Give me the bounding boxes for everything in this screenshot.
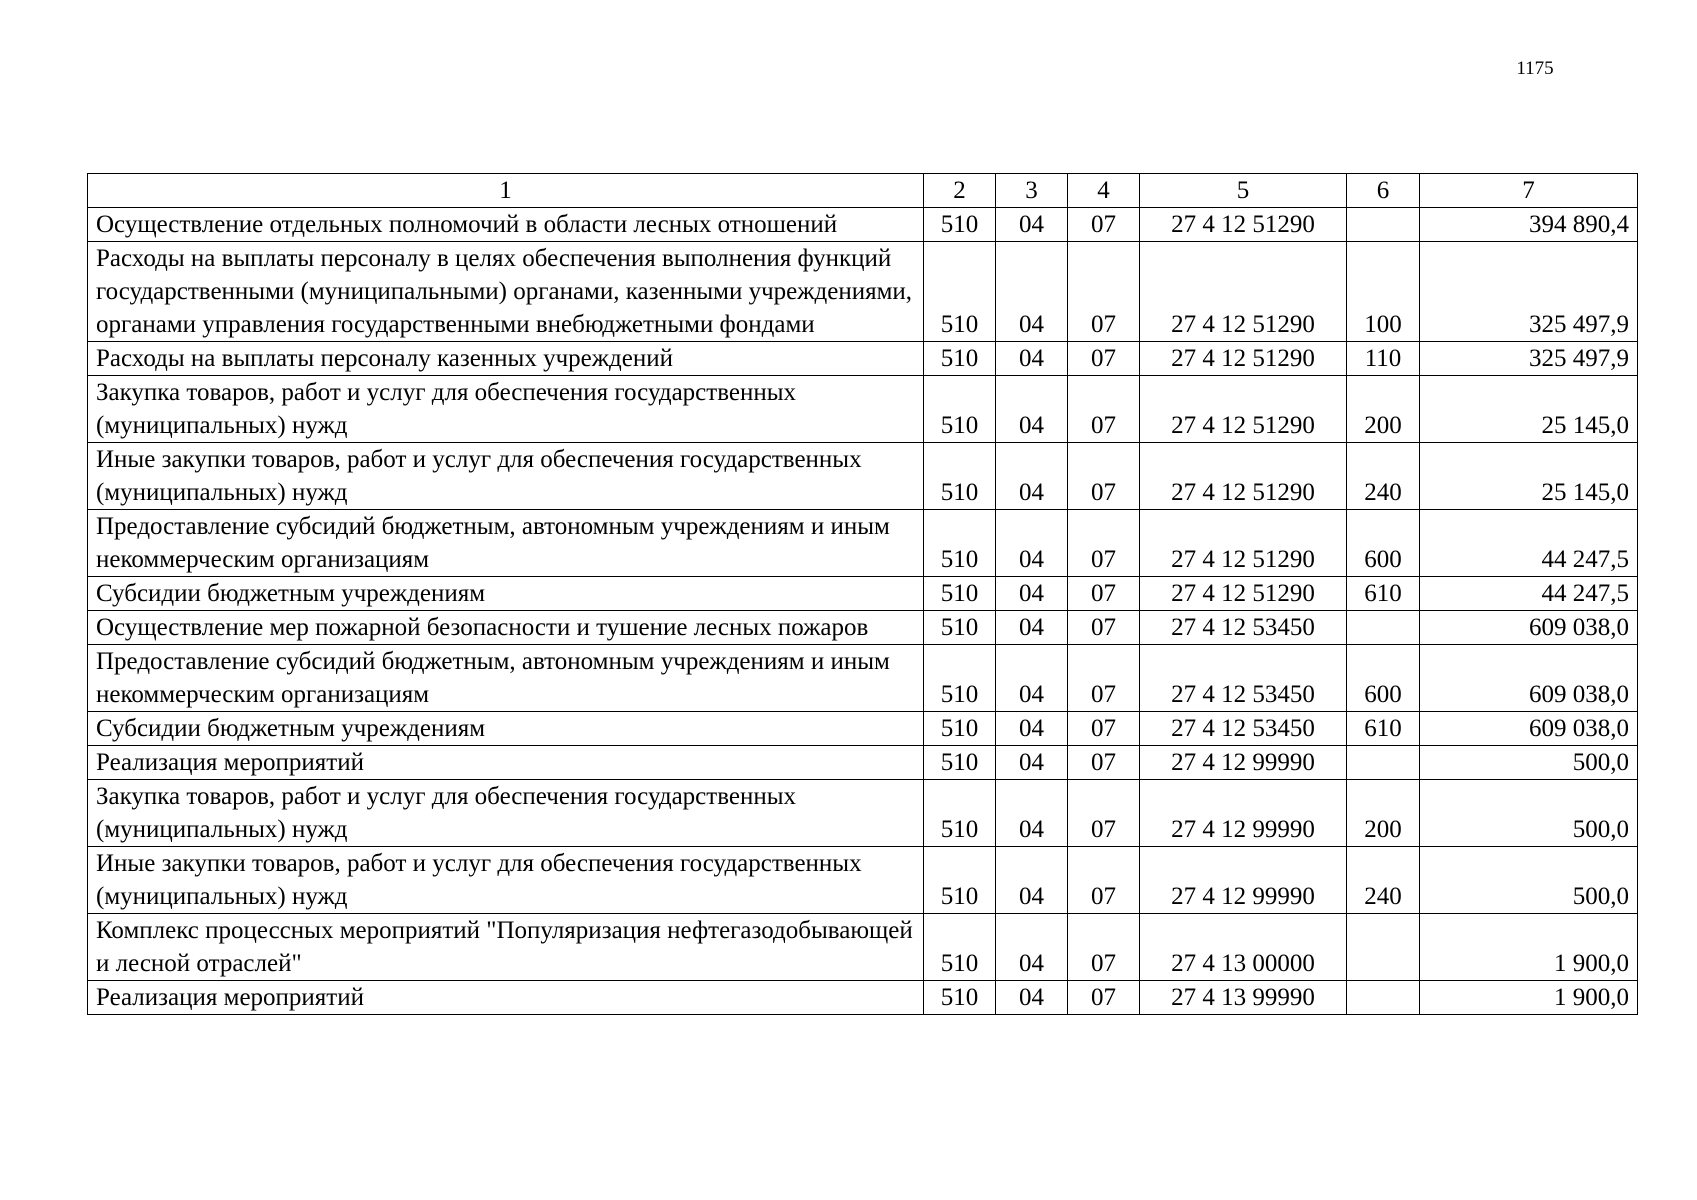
amount: 44 247,5 [1420,577,1638,611]
expense-name: Реализация мероприятий [88,981,924,1015]
expense-name: Расходы на выплаты персоналу казенных учреждений [88,342,924,376]
amount: 500,0 [1420,746,1638,780]
expense-name: Реализация мероприятий [88,746,924,780]
subsection-code: 07 [1068,510,1140,577]
amount: 609 038,0 [1420,712,1638,746]
expense-type-code: 610 [1347,577,1420,611]
expense-name: Предоставление субсидий бюджетным, автономным учреждениям и иным некоммерческим организациям [88,510,924,577]
ministry-code: 510 [924,376,996,443]
target-article-code: 27 4 12 99990 [1140,780,1347,847]
amount: 325 497,9 [1420,242,1638,342]
amount: 25 145,0 [1420,443,1638,510]
ministry-code: 510 [924,914,996,981]
expense-type-code: 200 [1347,376,1420,443]
budget-table [87,173,1638,1015]
table-row [88,847,1638,914]
subsection-code: 07 [1068,712,1140,746]
ministry-code: 510 [924,208,996,242]
expense-type-code: 100 [1347,242,1420,342]
expense-type-code: 610 [1347,712,1420,746]
ministry-code: 510 [924,645,996,712]
target-article-code: 27 4 13 99990 [1140,981,1347,1015]
table-row [88,443,1638,510]
table-row [88,510,1638,577]
subsection-code: 07 [1068,443,1140,510]
subsection-code: 07 [1068,376,1140,443]
target-article-code: 27 4 12 51290 [1140,208,1347,242]
table-row [88,780,1638,847]
ministry-code: 510 [924,510,996,577]
table-row [88,342,1638,376]
subsection-code: 07 [1068,914,1140,981]
ministry-code: 510 [924,342,996,376]
section-code: 04 [996,914,1068,981]
section-code: 04 [996,510,1068,577]
amount: 1 900,0 [1420,981,1638,1015]
target-article-code: 27 4 12 99990 [1140,746,1347,780]
expense-type-code [1347,611,1420,645]
table-row [88,914,1638,981]
table-row [88,376,1638,443]
section-code: 04 [996,376,1068,443]
section-code: 04 [996,208,1068,242]
expense-type-code: 600 [1347,510,1420,577]
target-article-code: 27 4 12 99990 [1140,847,1347,914]
expense-name: Закупка товаров, работ и услуг для обеспечения государственных (муниципальных) нужд [88,780,924,847]
table-row [88,712,1638,746]
expense-name: Предоставление субсидий бюджетным, автономным учреждениям и иным некоммерческим организациям [88,645,924,712]
table-row [88,981,1638,1015]
target-article-code: 27 4 12 51290 [1140,510,1347,577]
expense-type-code [1347,914,1420,981]
ministry-code: 510 [924,712,996,746]
expense-name: Расходы на выплаты персоналу в целях обеспечения выполнения функций государственными (муниципальными) органами, казенными учреждениями, органами управления государственными внебюджетными фондами [88,242,924,342]
expense-type-code: 200 [1347,780,1420,847]
section-code: 04 [996,981,1068,1015]
target-article-code: 27 4 12 51290 [1140,443,1347,510]
subsection-code: 07 [1068,611,1140,645]
ministry-code: 510 [924,746,996,780]
subsection-code: 07 [1068,342,1140,376]
section-code: 04 [996,443,1068,510]
amount: 394 890,4 [1420,208,1638,242]
table-row [88,611,1638,645]
expense-name: Осуществление отдельных полномочий в области лесных отношений [88,208,924,242]
column-header: 1 [88,174,924,208]
ministry-code: 510 [924,981,996,1015]
section-code: 04 [996,577,1068,611]
ministry-code: 510 [924,242,996,342]
expense-type-code: 600 [1347,645,1420,712]
column-header: 5 [1140,174,1347,208]
target-article-code: 27 4 13 00000 [1140,914,1347,981]
expense-type-code: 240 [1347,847,1420,914]
subsection-code: 07 [1068,847,1140,914]
amount: 609 038,0 [1420,645,1638,712]
subsection-code: 07 [1068,780,1140,847]
table-row [88,645,1638,712]
amount: 25 145,0 [1420,376,1638,443]
expense-name: Иные закупки товаров, работ и услуг для обеспечения государственных (муниципальных) нужд [88,847,924,914]
page-number: 1175 [1516,58,1554,79]
ministry-code: 510 [924,847,996,914]
section-code: 04 [996,712,1068,746]
ministry-code: 510 [924,611,996,645]
ministry-code: 510 [924,780,996,847]
target-article-code: 27 4 12 51290 [1140,342,1347,376]
column-header: 3 [996,174,1068,208]
section-code: 04 [996,746,1068,780]
table-row [88,746,1638,780]
table-row [88,577,1638,611]
column-header: 7 [1420,174,1638,208]
subsection-code: 07 [1068,577,1140,611]
subsection-code: 07 [1068,981,1140,1015]
section-code: 04 [996,780,1068,847]
expense-name: Иные закупки товаров, работ и услуг для обеспечения государственных (муниципальных) нужд [88,443,924,510]
expense-name: Закупка товаров, работ и услуг для обеспечения государственных (муниципальных) нужд [88,376,924,443]
amount: 500,0 [1420,847,1638,914]
section-code: 04 [996,847,1068,914]
column-header: 6 [1347,174,1420,208]
expense-name: Осуществление мер пожарной безопасности и тушение лесных пожаров [88,611,924,645]
table-row [88,208,1638,242]
expense-name: Субсидии бюджетным учреждениям [88,577,924,611]
subsection-code: 07 [1068,242,1140,342]
expense-type-code [1347,981,1420,1015]
expense-name: Субсидии бюджетным учреждениям [88,712,924,746]
expense-name: Комплекс процессных мероприятий "Популяризация нефтегазодобывающей и лесной отраслей" [88,914,924,981]
section-code: 04 [996,342,1068,376]
ministry-code: 510 [924,443,996,510]
expense-type-code: 110 [1347,342,1420,376]
table-row [88,242,1638,342]
amount: 500,0 [1420,780,1638,847]
target-article-code: 27 4 12 53450 [1140,645,1347,712]
amount: 1 900,0 [1420,914,1638,981]
subsection-code: 07 [1068,645,1140,712]
amount: 44 247,5 [1420,510,1638,577]
section-code: 04 [996,645,1068,712]
section-code: 04 [996,242,1068,342]
amount: 609 038,0 [1420,611,1638,645]
ministry-code: 510 [924,577,996,611]
subsection-code: 07 [1068,208,1140,242]
target-article-code: 27 4 12 51290 [1140,242,1347,342]
target-article-code: 27 4 12 53450 [1140,712,1347,746]
column-header: 4 [1068,174,1140,208]
column-header: 2 [924,174,996,208]
target-article-code: 27 4 12 51290 [1140,577,1347,611]
expense-type-code [1347,208,1420,242]
header-row [88,174,1638,208]
subsection-code: 07 [1068,746,1140,780]
target-article-code: 27 4 12 51290 [1140,376,1347,443]
amount: 325 497,9 [1420,342,1638,376]
section-code: 04 [996,611,1068,645]
expense-type-code [1347,746,1420,780]
expense-type-code: 240 [1347,443,1420,510]
target-article-code: 27 4 12 53450 [1140,611,1347,645]
